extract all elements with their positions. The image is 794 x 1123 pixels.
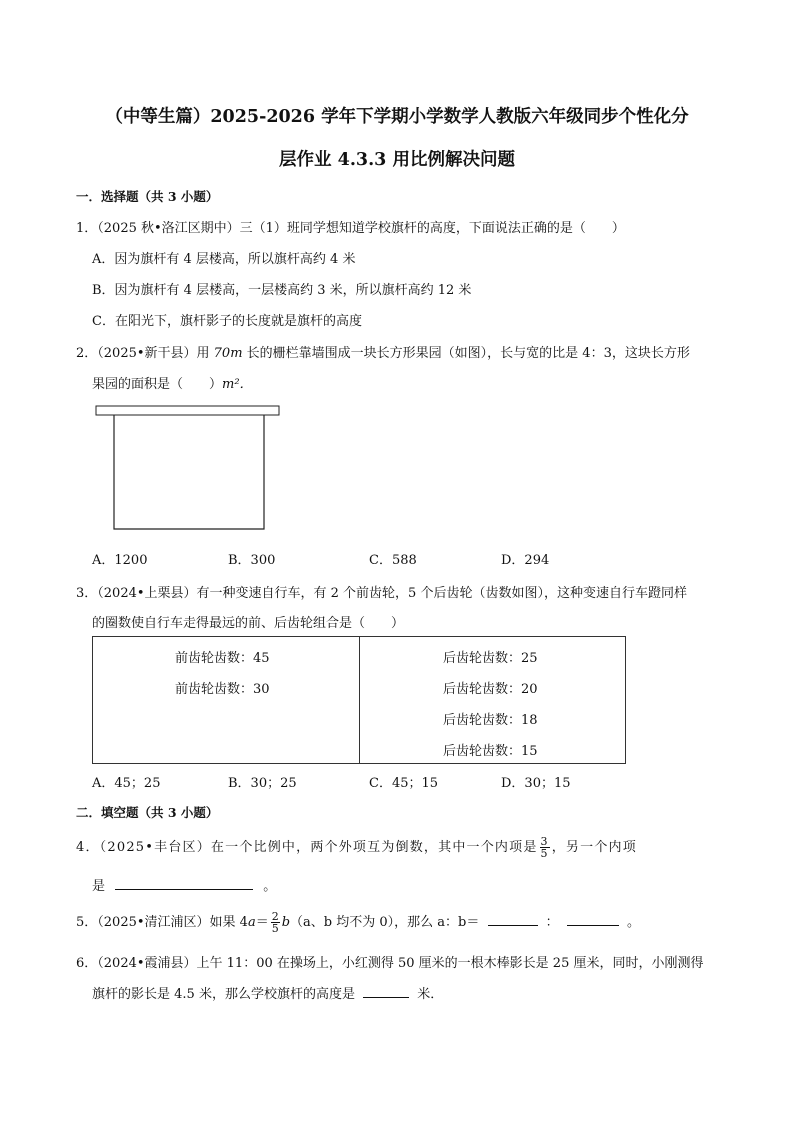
question-2-length: 70m xyxy=(213,346,243,361)
question-2-option-c: C．588 xyxy=(369,553,417,568)
fraction-denominator: 5 xyxy=(271,922,279,935)
question-3-line-2: 的圈数使自行车走得最远的前、后齿轮组合是（ ） xyxy=(92,616,405,631)
answer-blank-q5-b[interactable] xyxy=(567,913,619,926)
front-gear-1: 前齿轮齿数：45 xyxy=(175,651,270,666)
fraction-numerator: 3 xyxy=(540,835,549,848)
question-5-var-a: a xyxy=(247,915,256,930)
question-1-option-b: B．因为旗杆有 4 层楼高，一层楼高约 3 米，所以旗杆高约 12 米 xyxy=(92,283,472,298)
question-3-line-1: 3．（2024•上栗县）有一种变速自行车，有 2 个前齿轮，5 个后齿轮（齿数如图），这种变速自行车蹬同样 xyxy=(76,586,687,601)
section-heading-choice: 一．选择题（共 3 小题） xyxy=(76,189,219,204)
question-6-end: 米． xyxy=(417,987,444,1002)
answer-blank-q6[interactable] xyxy=(363,985,409,998)
rear-gear-2: 后齿轮齿数：20 xyxy=(443,682,538,697)
question-2-unit: m²． xyxy=(222,377,253,392)
question-5-mid: （a、b 均不为 0），那么 a：b＝ xyxy=(290,915,480,930)
question-3-option-d: D．30；15 xyxy=(501,776,571,791)
question-5-colon: ： xyxy=(545,915,559,930)
fence-rectangle xyxy=(114,415,264,529)
question-2-line-2 xyxy=(92,373,253,392)
question-2-area-prompt: 果园的面积是（ ） xyxy=(92,377,223,392)
question-5-var-b: b xyxy=(281,915,291,930)
question-6-line-2 xyxy=(92,983,443,1002)
orchard-figure xyxy=(92,404,284,534)
question-4-line-1 xyxy=(76,836,637,859)
fraction-denominator: 5 xyxy=(540,847,549,860)
question-4-suffix: ，另一个内项 xyxy=(551,840,637,855)
question-5-equals: ＝ xyxy=(255,915,269,930)
question-1-text: 1．（2025 秋•洛江区期中）三（1）班同学想知道学校旗杆的高度，下面说法正确的是（ ） xyxy=(76,221,625,236)
question-1-option-c: C．在阳光下，旗杆影子的长度就是旗杆的高度 xyxy=(92,314,362,329)
question-3-option-c: C．45；15 xyxy=(369,776,439,791)
rear-gear-1: 后齿轮齿数：25 xyxy=(443,651,538,666)
question-2-option-d: D．294 xyxy=(501,553,550,568)
gear-table xyxy=(92,636,626,764)
table-divider xyxy=(359,637,360,763)
page-title-line-2: 层作业 4.3.3 用比例解决问题 xyxy=(279,150,515,170)
question-4-is: 是 xyxy=(92,879,106,894)
question-2-option-a: A．1200 xyxy=(92,553,148,568)
fraction-two-fifths xyxy=(271,911,280,934)
question-6-line-1: 6．（2024•霞浦县）上午 11：00 在操场上，小红测得 50 厘米的一根木棒影长是 25 厘米，同时，小刚测得 xyxy=(76,956,704,971)
question-3-option-b: B．30；25 xyxy=(228,776,297,791)
question-5-prefix: 5．（2025•清江浦区）如果 4 xyxy=(76,915,248,930)
fraction-numerator: 2 xyxy=(271,910,279,923)
rear-gear-4: 后齿轮齿数：15 xyxy=(443,744,538,759)
question-4-prefix: 4．（2025•丰台区）在一个比例中，两个外项互为倒数，其中一个内项是 xyxy=(76,840,538,855)
question-2-prefix: 2．（2025•新干县）用 xyxy=(76,346,214,361)
question-5-line xyxy=(76,911,640,934)
question-2-line-1 xyxy=(76,342,690,361)
rear-gear-3: 后齿轮齿数：18 xyxy=(443,713,538,728)
answer-blank-q5-a[interactable] xyxy=(488,913,538,926)
page-title-line-1: （中等生篇）2025-2026 学年下学期小学数学人教版六年级同步个性化分 xyxy=(105,107,689,127)
question-5-end: 。 xyxy=(626,915,640,930)
section-heading-fill: 二．填空题（共 3 小题） xyxy=(76,805,219,820)
answer-blank-q4[interactable] xyxy=(115,877,253,890)
question-2-suffix: 长的栅栏靠墙围成一块长方形果园（如图），长与宽的比是 4：3，这块长方形 xyxy=(242,346,690,361)
question-6-prefix: 旗杆的影长是 4.5 米，那么学校旗杆的高度是 xyxy=(92,987,355,1002)
question-4-end: 。 xyxy=(263,879,277,894)
front-gear-2: 前齿轮齿数：30 xyxy=(175,682,270,697)
question-1-option-a: A．因为旗杆有 4 层楼高，所以旗杆高约 4 米 xyxy=(92,252,356,267)
question-3-option-a: A．45；25 xyxy=(92,776,161,791)
question-2-option-b: B．300 xyxy=(228,553,276,568)
question-4-line-2 xyxy=(92,875,276,894)
fraction-three-fifths xyxy=(540,836,550,859)
wall xyxy=(96,406,279,415)
